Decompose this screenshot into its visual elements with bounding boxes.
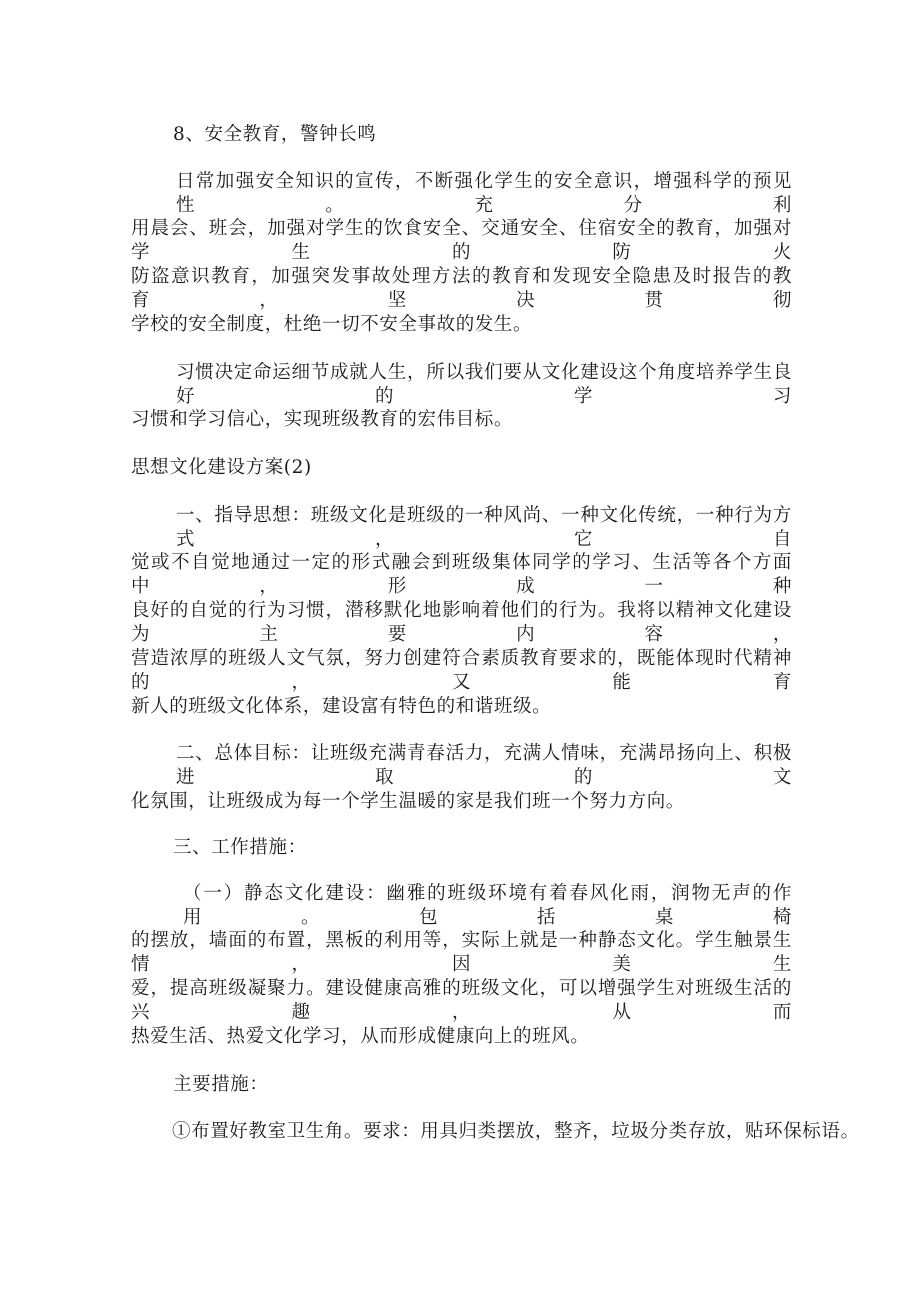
static-para-line: 的摆放，墙面的布置，黑板的利用等，实际上就是一种静态文化。学生触景生情，因美生 <box>131 930 792 975</box>
main-measures-heading: 主要措施： <box>173 1074 269 1095</box>
goal-para-line: 化氛围，让班级成为每一个学生温暖的家是我们班一个努力方向。 <box>131 791 685 812</box>
measures-heading: 三、工作措施： <box>173 837 307 858</box>
plan2-title: 思想文化建设方案(2) <box>131 457 312 478</box>
habit-para-line: 习惯和学习信心，实现班级教育的宏伟目标。 <box>131 409 514 430</box>
guiding-para-line: 良好的自觉的行为习惯，潜移默化地影响着他们的行为。我将以精神文化建设为主要内容， <box>131 600 792 645</box>
static-para-line: （一）静态文化建设：幽雅的班级环境有着春风化雨，润物无声的作用。包括桌椅 <box>183 883 792 928</box>
static-para-line: 爱，提高班级凝聚力。建设健康高雅的班级文化，可以增强学生对班级生活的兴趣，从而 <box>131 978 792 1023</box>
static-para-line: 热爱生活、热爱文化学习，从而形成健康向上的班风。 <box>131 1026 590 1047</box>
guiding-para-line: 觉或不自觉地通过一定的形式融会到班级集体同学的学习、生活等各个方面中，形成一种 <box>131 552 792 597</box>
measure-item-1: ①布置好教室卫生角。要求：用具归类摆放，整齐，垃圾分类存放，贴环保标语。 <box>172 1121 860 1142</box>
section8-para-line: 防盗意识教育，加强突发事故处理方法的教育和发现安全隐患及时报告的教育，坚决贯彻 <box>131 266 792 311</box>
guiding-para-line: 一、指导思想：班级文化是班级的一种风尚、一种文化传统，一种行为方式，它自 <box>176 505 792 550</box>
section8-para-line: 日常加强安全知识的宣传，不断强化学生的安全意识，增强科学的预见性。充分利 <box>176 171 792 216</box>
section8-heading: 8、安全教育，警钟长鸣 <box>173 124 377 145</box>
section8-para-line: 学校的安全制度，杜绝一切不安全事故的发生。 <box>131 314 533 335</box>
guiding-para-line: 营造浓厚的班级人文气氛，努力创建符合素质教育要求的，既能体现时代精神的，又能育 <box>131 648 792 693</box>
guiding-para-line: 新人的班级文化体系，建设富有特色的和谐班级。 <box>131 696 552 717</box>
goal-para-line: 二、总体目标：让班级充满青春活力，充满人情味，充满昂扬向上、积极进取的文 <box>176 743 792 788</box>
section8-para-line: 用晨会、班会，加强对学生的饮食安全、交通安全、住宿安全的教育，加强对学生的防火 <box>131 218 792 263</box>
habit-para-line: 习惯决定命运细节成就人生，所以我们要从文化建设这个角度培养学生良好的学习 <box>176 362 792 407</box>
